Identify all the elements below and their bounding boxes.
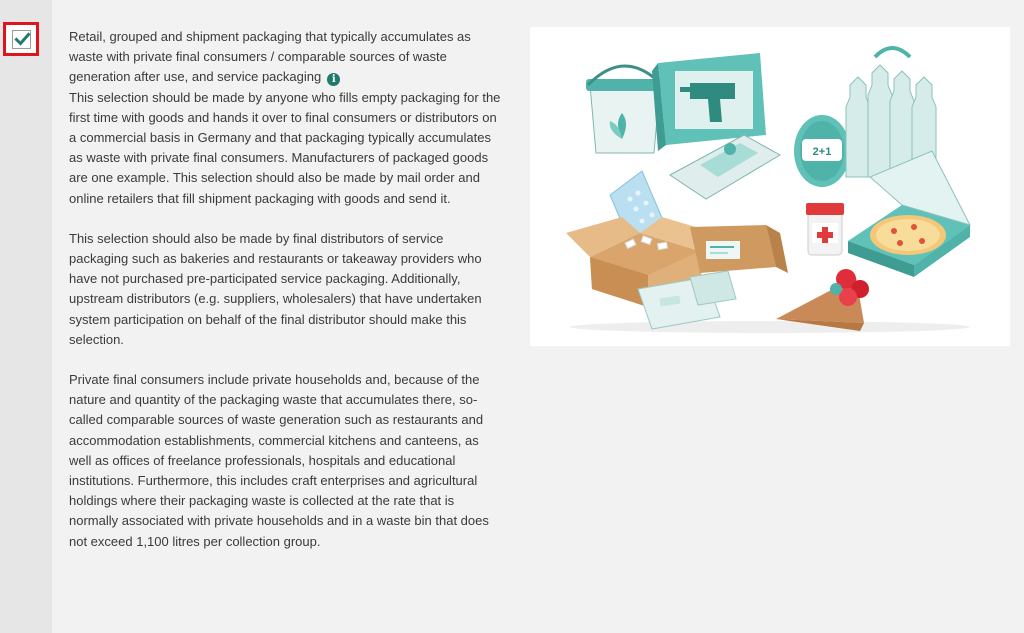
paragraph-3: Private final consumers include private households and, because of the nature and quantity of the packaging waste that accumulates there, so-called comparable sources of waste generation such as restaurants and accommodation establishments, commercial kitchens and canteens, as well as offices of freelance professionals, hospitals and educational institutions. Furthermore, this includes craft enterprises and agricultural holdings where their packaging waste is collected at the rate that is normally associated with private households and in a waste bin that does not exceed 1,100 litres per collection group. xyxy=(69,372,489,549)
parcel-icon xyxy=(690,225,788,273)
drill-box-icon xyxy=(652,53,766,151)
multipack-label: 2+1 xyxy=(812,146,832,158)
multipack-roll-icon xyxy=(794,115,850,187)
medicine-jar-icon xyxy=(806,203,844,255)
paragraph-1: This selection should be made by anyone who fills empty packaging for the first time with goods and hands it over to final consumers or distributors on a commercial basis in Germany and that packaging typically accumulates as waste with private final consumers. Manufacturers of packaged goods are one example. This selection should also be made by mail order and online retailers that fill shipment packaging with goods and send it. xyxy=(69,89,501,206)
info-icon[interactable]: i xyxy=(327,73,340,86)
option-title xyxy=(69,27,501,88)
option-description xyxy=(69,27,501,552)
left-gutter xyxy=(0,0,52,633)
packaging-illustration-svg xyxy=(530,27,1010,346)
option-checkbox[interactable] xyxy=(12,30,31,49)
packaging-illustration xyxy=(530,27,1010,346)
bucket-icon xyxy=(586,66,664,153)
blister-pack-icon xyxy=(670,135,780,199)
checkbox-highlight-frame xyxy=(3,22,39,56)
paragraph-2: This selection should also be made by final distributors of service packaging such as bakeries and restaurants or takeaway providers who have not purchased pre-participated service packaging. Additionally, upstream distributors (e.g. suppliers, wholesalers) that have undertaken system participation on behalf of the final distributor should make this selection. xyxy=(69,230,482,347)
checkmark-icon xyxy=(14,31,31,48)
option-title-text: Retail, grouped and shipment packaging that typically accumulates as waste with private final consumers / comparable sources of waste generation after use, and service packaging xyxy=(69,29,471,85)
